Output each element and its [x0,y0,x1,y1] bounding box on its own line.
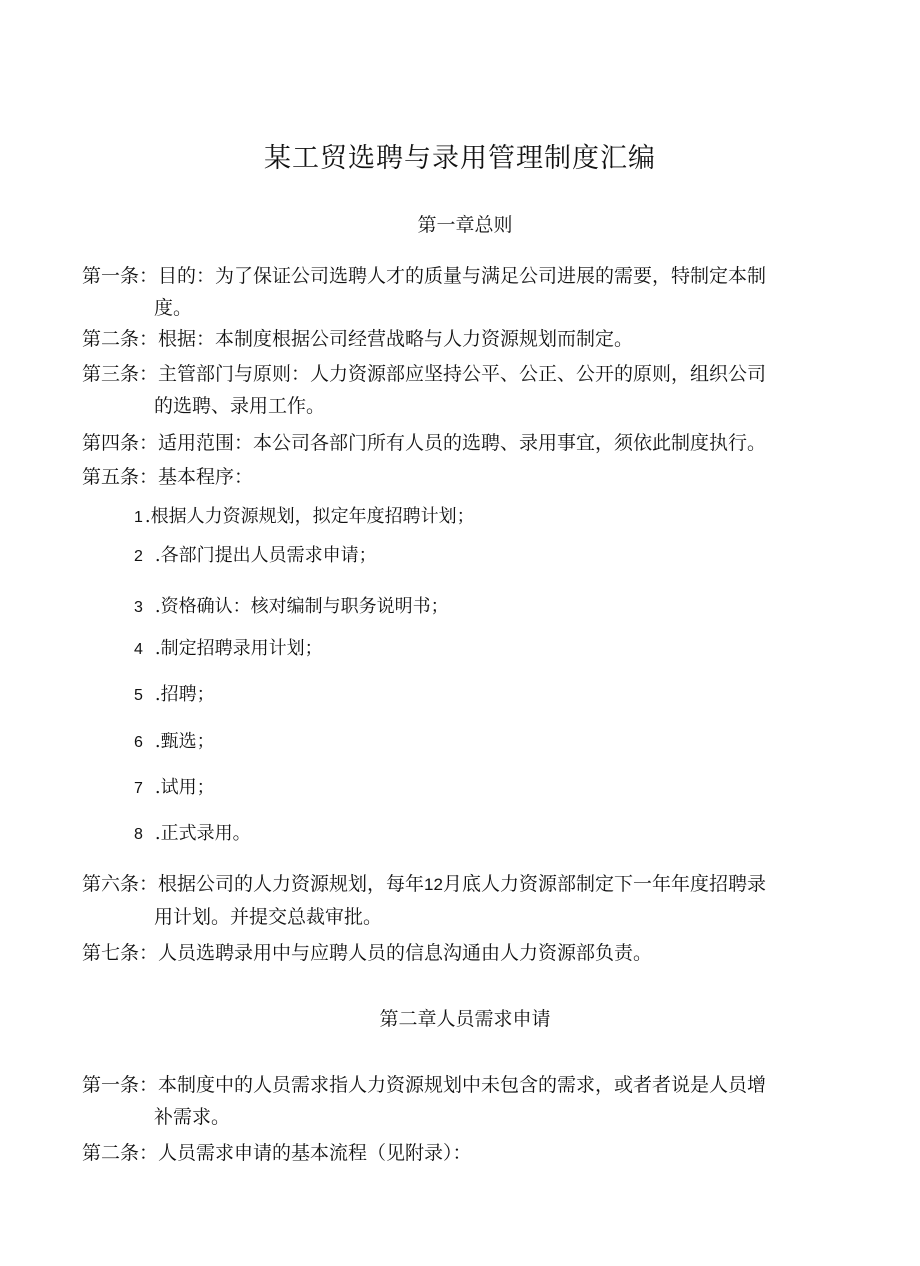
article-text: 第二条：人员需求申请的基本流程（见附录）： [82,1142,472,1164]
step-text: .制定招聘录用计划； [154,638,323,659]
month-number: 12 [424,875,443,894]
step-text: .各部门提出人员需求申请； [154,545,377,566]
article-continuation: 的选聘、录用工作。 [154,395,326,417]
procedure-step-3 [134,592,449,618]
procedure-step-8 [134,819,251,845]
article-text: 第四条：适用范围：本公司各部门所有人员的选聘、录用事宜，须依此制度执行。 [82,432,767,454]
ch1-article-1 [82,260,852,324]
step-number: 4 [134,641,143,658]
ch2-article-1 [82,1069,852,1133]
step-text: .试用； [154,777,215,798]
chapter-1-heading: 第一章总则 [417,214,513,236]
step-text: .正式录用。 [154,823,251,844]
ch1-article-6 [82,868,852,933]
procedure-step-2 [134,541,377,567]
procedure-step-1 [134,502,475,528]
article-text: 第一条：本制度中的人员需求指人力资源规划中未包含的需求，或者者说是人员增 [82,1074,767,1096]
article-text: 第六条：根据公司的人力资源规划，每年12月底人力资源部制定下一年年度招聘录 [82,873,766,895]
step-number: 1 [134,509,143,526]
ch1-article-2 [82,323,852,355]
step-text: .资格确认：核对编制与职务说明书； [154,596,449,617]
step-number: 7 [134,780,143,797]
ch1-article-5 [82,461,852,493]
ch1-article-7 [82,937,852,969]
procedure-step-5 [134,680,215,706]
step-number: 5 [134,687,143,704]
step-text: .招聘； [154,684,215,705]
step-number: 8 [134,826,143,843]
ch1-article-4 [82,427,852,459]
article-text: 第七条：人员选聘录用中与应聘人员的信息沟通由人力资源部负责。 [82,942,653,964]
step-number: 6 [134,734,143,751]
article-text: 第五条：基本程序： [82,466,254,488]
step-text: .甄选； [154,731,215,752]
step-number: 3 [134,599,143,616]
article-continuation: 用计划。并提交总裁审批。 [154,906,383,928]
document-title: 某工贸选聘与录用管理制度汇编 [264,143,656,174]
step-text: .根据人力资源规划，拟定年度招聘计划； [144,506,475,527]
procedure-step-4 [134,634,323,660]
article-continuation: 度。 [154,297,193,319]
ch1-article-3 [82,358,852,422]
ch2-article-2 [82,1137,852,1169]
procedure-step-7 [134,773,215,799]
chapter-2-heading: 第二章人员需求申请 [379,1008,551,1030]
article-text: 第三条：主管部门与原则：人力资源部应坚持公平、公正、公开的原则，组织公司 [82,363,767,385]
article-continuation: 补需求。 [154,1106,231,1128]
article-text: 第一条：目的：为了保证公司选聘人才的质量与满足公司进展的需要，特制定本制 [82,265,767,287]
step-number: 2 [134,548,143,565]
article-text: 第二条：根据：本制度根据公司经营战略与人力资源规划而制定。 [82,328,634,350]
procedure-step-6 [134,727,215,753]
